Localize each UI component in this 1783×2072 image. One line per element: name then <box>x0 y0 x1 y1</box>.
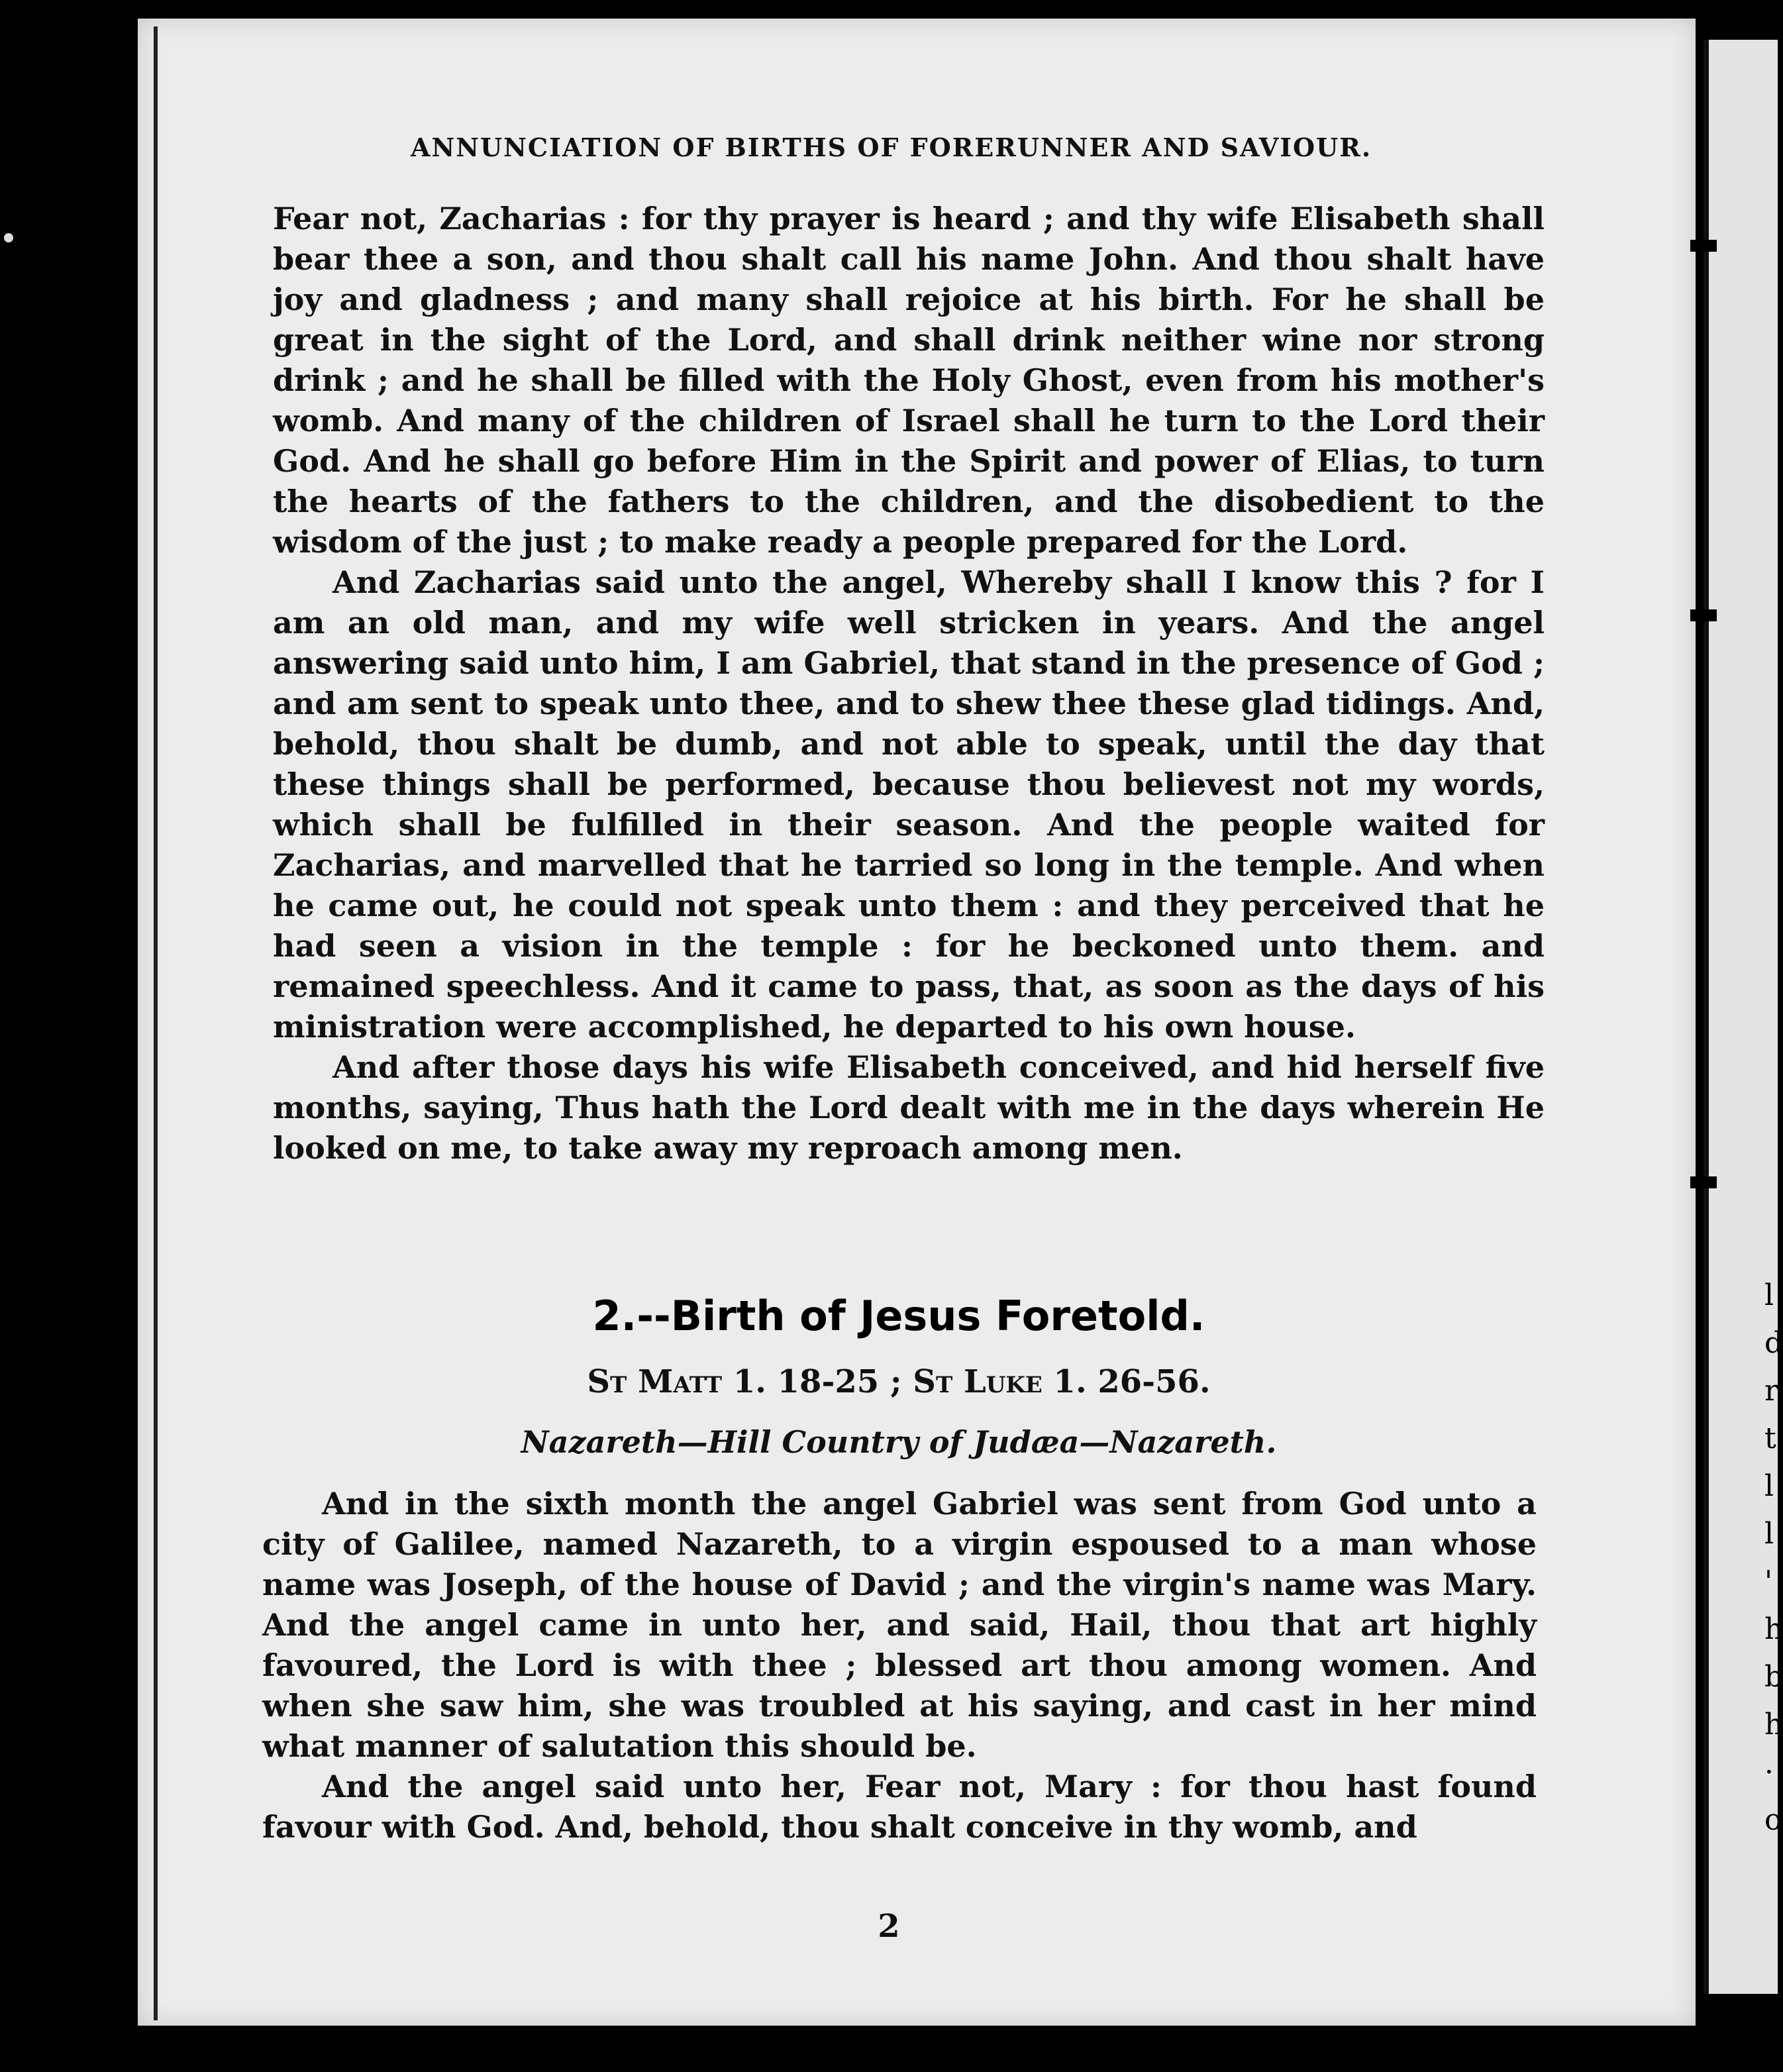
paragraph: And after those days his wife Elisabeth conceived, and hid herself five months, saying, Thus hath the Lord dealt with me in the days wherein He looked on me, to take away my reproach among men. <box>273 1049 1545 1166</box>
section-heading: 2.--Birth of Jesus Foretold. <box>592 1292 1205 1340</box>
facing-page-border <box>1704 40 1709 1994</box>
page-tab-marker <box>1690 1176 1717 1188</box>
facing-page-letters: l d r t l l ' h b h · o <box>1764 1278 1783 1837</box>
paragraph: Fear not, Zacharias : for thy prayer is heard ; and thy wife Elisabeth shall bear thee a son, and thou shalt call his name John. And thou shalt have joy and gladness ; and many shall rejoice at his birth. For he shall be great in the sight of the Lord, and shall drink neither wine nor strong drink ; and he shall be filled with the Holy Ghost, even from his mother's womb. And many of the children of Israel shall he turn to the Lord their God. And he shall go before Him in the Spirit and power of Elias, to turn the hearts of the fathers to the children, and the disobedient to the wisdom of the just ; to make ready a people prepared for the Lord. <box>273 201 1545 560</box>
section2-text <box>262 1484 1537 1847</box>
page-number: 2 <box>878 1908 900 1945</box>
page-tab-marker <box>1690 609 1717 621</box>
running-header: ANNUNCIATION OF BIRTHS OF FORERUNNER AND SAVIOUR. <box>411 132 1372 162</box>
paragraph: And in the sixth month the angel Gabriel was sent from God unto a city of Galilee, named Nazareth, to a virgin espoused to a man whose name was Joseph, of the house of David ; and the virgin's name was Mary. And the angel came in unto her, and said, Hail, thou that art highly favoured, the Lord is with thee ; blessed art thou among women. And when she saw him, she was troubled at his saying, and cast in her mind what manner of salutation this should be. <box>262 1486 1537 1764</box>
section1-text <box>273 199 1545 1168</box>
place-subheading: Nazareth—Hill Country of Judæa—Nazareth. <box>521 1424 1277 1460</box>
page-tab-marker <box>1690 240 1717 252</box>
paragraph: And Zacharias said unto the angel, Whereby shall I know this ? for I am an old man, and my wife well stricken in years. And the angel answering said unto him, I am Gabriel, that stand in the presence of God ; and am sent to speak unto thee, and to shew thee these glad tidings. And, behold, thou shalt be dumb, and not able to speak, until the day that these things shall be performed, because thou believest not my words, which shall be fulfilled in their season. And the people waited for Zacharias, and marvelled that he tarried so long in the temple. And when he came out, he could not speak unto them : and they perceived that he had seen a vision in the temple : for he beckoned unto them. and remained speechless. And it came to pass, that, as soon as the days of his ministration were accomplished, he departed to his own house. <box>273 564 1545 1045</box>
paragraph: And the angel said unto her, Fear not, Mary : for thou hast found favour with God. And, behold, thou shalt conceive in thy womb, and <box>262 1769 1537 1845</box>
scan-speck <box>4 233 13 242</box>
binding-edge <box>154 26 158 2020</box>
scripture-reference: St Matt 1. 18-25 ; St Luke 1. 26-56. <box>587 1363 1211 1400</box>
